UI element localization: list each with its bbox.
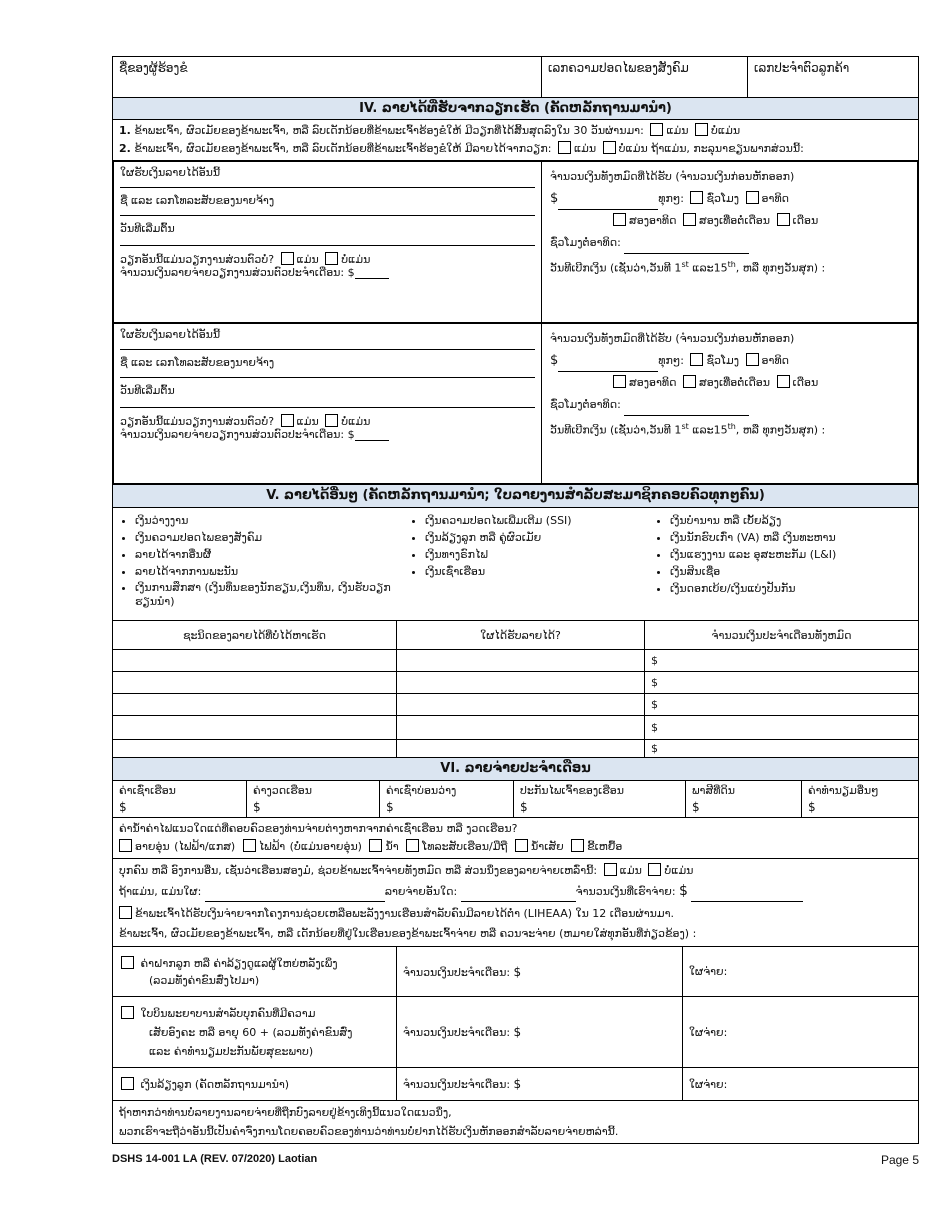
income-list-2 (409, 511, 654, 616)
amount-cell[interactable]: $ (645, 740, 919, 758)
income-type: • ລາຍໄດ້ຈາກອື່ນຜີ້ (135, 547, 409, 562)
support-who-cell[interactable] (683, 1068, 919, 1101)
job-1-two-weeks-label: ສອງອາທິດ (629, 214, 677, 227)
job-2-two-weeks-label: ສອງອາທິດ (629, 376, 677, 389)
job-2-employer-label: ຊື່ ແລະ ເລກໂທລະສັບຂອງນາຍຈ້າງ (120, 356, 275, 369)
job-1-hours-label: ຊົ່ວໂມງຕໍ່ອາທິດ: (550, 236, 621, 249)
rent-label: ຄ່າເຊົ່າເຮືອນ (119, 784, 176, 797)
rent-cell[interactable] (113, 781, 247, 818)
job-2-payday-th: th (727, 422, 736, 431)
job-2-hour-checkbox[interactable] (690, 353, 703, 366)
job-1-twice-month-checkbox[interactable] (683, 213, 696, 226)
job-2-twice-month-label: ສອງເທື່ອຕໍ່ເດືອນ (698, 376, 771, 389)
insurance-label: ປະກັນໄພເຈົ້າຂອງເຮືອນ (520, 784, 625, 797)
job-2-self-cost-label: ຈໍານວນເງິນລາຍຈ່າຍວຽກງານສ່ວນຕົວປະຈໍາເດືອນ: $ (120, 428, 355, 441)
income-type: • ເງິນນັກຮົບເກົ່າ (VA) ຫລື ເງິນທະຫານ (670, 530, 912, 545)
section-4-questions (112, 119, 919, 160)
job-1-self-yes-checkbox[interactable] (281, 252, 294, 265)
income-type: • ເງິນທາງຣົກໄຟ (425, 547, 654, 562)
table-row[interactable] (113, 694, 919, 716)
child-care-sub: (ລວມທັງຄ່າຂົນສົ່ງໄປມາ) (149, 973, 260, 987)
medical-who-label: ໃຜຈ່າຍ: (689, 1025, 728, 1039)
job-2-payday-a: ວັນທີເບີກເງິນ (ເຊັ່ນວ່າ,ວັນທີ 1 (550, 423, 682, 437)
job-2-week-checkbox[interactable] (746, 353, 759, 366)
job-2-gross-input[interactable] (558, 360, 658, 372)
medical-monthly-label: ຈໍານວນເງິນປະຈໍາເດືອນ: (403, 1026, 511, 1039)
utility-question: ຄ່ານໍ້າຄ່າໄຟແນວໃດແດ່ທີ່ຄອບຄົວຂອງທ່ານຈ່າຍຕ່າງຫາກຈາກຄ່າເຊົ່າເຮືອນ ຫລື ງວດເຮືອນ? (119, 822, 518, 835)
job-2-payday-st: st (681, 422, 689, 431)
job-1-right (542, 162, 917, 322)
shared-who-input[interactable] (205, 890, 385, 902)
job-2-hour-label: ຊົ່ວໂມງ (706, 354, 740, 367)
job-1-self-yes-label: ແມ່ນ (296, 253, 319, 266)
medical-amount-cell[interactable] (397, 997, 683, 1068)
page-number: Page 5 (880, 1153, 919, 1167)
care-monthly-label: ຈໍານວນເງິນປະຈໍາເດືອນ: (403, 965, 511, 979)
income-type: • ເງິນບໍານານ ຫລື ເບັ້ຍລ້ຽງ (670, 513, 912, 528)
care-who-label: ໃຜຈ່າຍ: (689, 965, 728, 978)
q1-no-checkbox[interactable] (695, 123, 708, 136)
job-2-who-label: ໃຜຮັບເງິນລາຍໄດ້ອັນນີ້ (120, 328, 221, 341)
income-list-3 (654, 511, 912, 616)
table-row (113, 947, 919, 997)
income-type: • ເງິນຄວາມປອດໄພຂອງສັງຄົມ (135, 530, 409, 545)
job-1-payday-b: ແລະ15 (692, 261, 728, 275)
shared-yes-label: ແມ່ນ (619, 864, 642, 877)
job-block-1 (112, 160, 919, 324)
income-type: • ເງິນວ່າງງານ (135, 513, 409, 528)
question-1 (119, 122, 912, 140)
job-2-gross-label: ຈໍານວນເງິນທັງຫມົດທີ່ໄດ້ຮັບ (ຈໍານວນເງິນກ່ອນຫັກອອກ) (550, 332, 795, 345)
shared-expense-block (112, 859, 919, 946)
job-2-hours-label: ຊົ່ວໂມງຕໍ່ອາທິດ: (550, 398, 621, 411)
job-2-right (542, 324, 917, 483)
q2-yes-checkbox[interactable] (558, 141, 571, 154)
income-list-1 (119, 511, 409, 616)
job-2-self-cost (120, 428, 535, 441)
client-name-field[interactable] (113, 57, 542, 97)
income-type: • ລາຍໄດ້ຈາກການພະນັນ (135, 564, 409, 579)
insurance-dollar: $ (520, 800, 528, 814)
job-2-self-employed-q: ວຽກອັນນີ້ແມ່ນວຽກງານສ່ວນຕົວບໍ່? (120, 415, 275, 428)
space-rent-label: ຄ່າເຊົ່າບ່ອນວ່າງ (386, 784, 457, 797)
form-page (112, 56, 919, 1144)
other-income-types (112, 507, 919, 620)
q2-yes-label: ແມ່ນ (573, 142, 597, 155)
phone-label: ໂທລະສັບເຮືອນ/ມືຖື (422, 840, 508, 853)
heat-checkbox[interactable] (119, 839, 132, 852)
job-1-self-employed-q: ວຽກອັນນີ້ແມ່ນວຽກງານສ່ວນຕົວບໍ່? (120, 253, 275, 266)
other-fees-dollar: $ (808, 800, 816, 814)
job-2-payday-c: , ຫລື ທຸກໆວັນສຸກ) : (735, 423, 826, 437)
shared-who-label: ຖ້າແມ່ນ, ແມ່ນໃຜ: (119, 885, 202, 898)
support-amount-cell[interactable] (397, 1068, 683, 1101)
income-type: • ເງິນເຊົ່າເຮືອນ (425, 564, 654, 579)
medical-desc-cell (113, 997, 397, 1068)
income-type: • ເງິນແຮງງານ ແລະ ອຸສະຫະກັມ (L&I) (670, 547, 912, 562)
property-tax-dollar: $ (692, 800, 700, 814)
care-dollar: $ (513, 964, 522, 979)
page-footer (112, 1153, 919, 1167)
job-1-self-cost-label: ຈໍານວນເງິນລາຍຈ່າຍວຽກງານສ່ວນຕົວປະຈໍາເດືອນ: $ (120, 266, 355, 279)
note-line-1: ຖ້າຫາກວ່າທ່ານບໍ່ລາຍງານລາຍຈ່າຍທີ່ຖືກບົງລາຍຢູ່ຂ້າງເທິງນີ້ແນວໃດແນວນຶ່ງ, (119, 1106, 452, 1119)
job-2-month-label: ເດືອນ (792, 376, 819, 389)
table-row[interactable] (113, 672, 919, 694)
job-2-hours-row (550, 394, 909, 416)
q2-no-checkbox[interactable] (603, 141, 616, 154)
shared-question-row (119, 861, 912, 881)
q2-number: 2. (119, 142, 131, 155)
job-1-self-no-checkbox[interactable] (325, 252, 338, 265)
medical-sub-2: ແລະ ຄ່າທໍານຽມປະກັນພັຍສຸຂະພາບ) (149, 1044, 314, 1058)
job-2-left (114, 324, 542, 483)
job-1-start-label: ວັນທີເລີ່ມຕົ້ນ (120, 222, 175, 235)
space-rent-dollar: $ (386, 800, 394, 814)
job-1-hour-checkbox[interactable] (690, 191, 703, 204)
other-fees-cell[interactable] (802, 781, 919, 818)
shared-question: ບຸກຄົນ ຫລື ອົງການອື່ນ, ເຊັ່ນວ່າເຮືອນສອງມໍ, ຊ່ວຍຂ້າພະເຈົ້າຈ່າຍທັງຫມົດ ຫລື ສ່ວນນຶ່ງຂອງລາຍຈ່າຍເຫລົ່ານີ້: (119, 864, 598, 877)
q1-no-label: ບໍ່ແມ່ນ (711, 124, 741, 137)
job-1-two-weeks-checkbox[interactable] (613, 213, 626, 226)
job-2-twice-month-checkbox[interactable] (683, 375, 696, 388)
job-2-frequency-row (550, 350, 909, 372)
mortgage-label: ຄ່າງວດເຮືອນ (253, 784, 312, 797)
job-1-payday-st: st (681, 260, 689, 269)
medical-label: ໃບບິນພະຍາບານສໍາລັບບຸກຄົນທີ່ມີຄວາມ (140, 1006, 316, 1020)
table-row[interactable] (113, 650, 919, 672)
job-2-who-line[interactable] (120, 349, 535, 350)
support-who-label: ໃຜຈ່າຍ: (689, 1077, 728, 1091)
mortgage-dollar: $ (253, 800, 261, 814)
job-2-self-yes-checkbox[interactable] (281, 414, 294, 427)
shared-amount-label: ຈໍານວນເງິນທີ່ເຮົາຈ່າຍ: (575, 885, 676, 898)
electric-checkbox[interactable] (243, 839, 256, 852)
garbage-label: ຂີ້ເຫຍື້ອ (587, 840, 623, 853)
job-block-2 (112, 324, 919, 485)
property-tax-label: ພາສີທີ່ດິນ (692, 784, 736, 797)
job-1-hours-input[interactable] (624, 242, 749, 254)
section-5-heading: V. ລາຍໄດ້ອື່ນໆ (ຄັດຫລັກຖານມານໍາ; ໃບລາຍງານສໍາລັບສະມາຊິກຄອບຄົວທຸກໆຄົນ) (112, 485, 919, 507)
job-1-hours-row (550, 232, 909, 254)
support-dollar: $ (513, 1077, 522, 1091)
q2-text: ຂ້າພະເຈົ້າ, ຜົວເມັຍຂອງຂ້າພະເຈົ້າ, ຫລື ລົບເດັກນ້ອຍທີ່ຂ້າພະເຈົ້າຮ້ອງຂໍໃຫ້ ມີລາຍໄດ້ຈາກວຽກ: (134, 142, 552, 155)
job-2-self-no-label: ບໍ່ແມ່ນ (341, 415, 371, 428)
phone-checkbox[interactable] (406, 839, 419, 852)
amount-cell[interactable]: $ (645, 650, 919, 672)
col-income-type: ຊະນິດຂອງລາຍໄດ້ທີ່ບໍ່ໄດ້ຫາເຮັດ (113, 621, 397, 650)
job-1-gross-input[interactable] (558, 198, 658, 210)
shared-no-label: ບໍ່ແມ່ນ (664, 864, 694, 877)
child-care-label: ຄ່າຝາກລູກ ຫລື ຄ່າລ້ຽງດູແລຜູ້ໃຫຍ່ຫລັງເພິ່ງ (140, 956, 338, 970)
job-1-self-cost (120, 266, 535, 279)
job-1-month-label: ເດືອນ (792, 214, 819, 227)
table-row (113, 1068, 919, 1101)
shared-amount-input[interactable] (691, 890, 803, 902)
sewer-label: ນໍ້າເສັຍ (531, 840, 564, 853)
job-1-frequency-row (550, 188, 909, 210)
support-desc-cell (113, 1068, 397, 1101)
section-4-heading: IV. ລາຍໄດ້ທີ່ຮັບຈາກວຽກເຮັດ (ຄັດຫລັກຖານມານໍາ) (112, 97, 919, 119)
sewer-checkbox[interactable] (515, 839, 528, 852)
other-fees-label: ຄ່າທໍານຽມອື່ນໆ (808, 784, 879, 797)
amount-cell[interactable]: $ (645, 694, 919, 716)
table-header-row (113, 621, 919, 650)
job-2-self-employed (120, 414, 535, 428)
ssn-label: ເລກຄວາມປອດໄພຂອງສັງຄົມ (548, 61, 689, 75)
electric-label: ໄຟຟ້າ (ບໍ່ແມ່ນອາຍອຸ່ນ) (258, 840, 362, 853)
garbage-checkbox[interactable] (571, 839, 584, 852)
job-2-month-checkbox[interactable] (777, 375, 790, 388)
client-name-label: ຊື່ຂອງຜູ້ຮ້ອງຂໍ (119, 61, 188, 75)
job-1-payday-row (550, 254, 909, 280)
job-1-self-cost-input[interactable] (355, 267, 389, 279)
col-monthly-amount: ຈໍານວນເງິນປະຈໍາເດືອນທັງຫມົດ (645, 621, 919, 650)
q1-number: 1. (119, 124, 131, 137)
job-2-payday-row (550, 416, 909, 442)
shared-no-checkbox[interactable] (648, 863, 661, 876)
job-2-hours-input[interactable] (624, 404, 749, 416)
job-1-payday-a: ວັນທີເບີກເງິນ (ເຊັ່ນວ່າ,ວັນທີ 1 (550, 261, 682, 275)
space-rent-cell[interactable] (380, 781, 514, 818)
client-id-label: ເລກປະຈໍາຕົວລູກຄ້າ (754, 61, 850, 75)
ssn-field[interactable] (542, 57, 748, 97)
job-1-payday-c: , ຫລື ທຸກໆວັນສຸກ) : (735, 261, 826, 275)
table-row[interactable] (113, 716, 919, 740)
income-type: • ເງິນລ້ຽງລູກ ຫລື ຄູ່ຜົວເມັຍ (425, 530, 654, 545)
job-1-who-line[interactable] (120, 187, 535, 188)
child-support-label: ເງິນລ້ຽງລູກ (ຄັດຫລັກຖານມານໍາ) (140, 1078, 290, 1091)
job-1-self-no-label: ບໍ່ແມ່ນ (341, 253, 371, 266)
care-expenses-table (112, 946, 919, 1101)
client-info-row (112, 56, 919, 97)
medical-checkbox[interactable] (121, 1006, 134, 1019)
job-2-start-line[interactable] (120, 407, 535, 408)
job-1-hour-label: ຊົ່ວໂມງ (706, 192, 740, 205)
support-monthly-label: ຈໍານວນເງິນປະຈໍາເດືອນ: (403, 1078, 511, 1091)
job-2-self-cost-input[interactable] (355, 429, 389, 441)
job-2-self-no-checkbox[interactable] (325, 414, 338, 427)
job-1-who-label: ໃຜຮັບເງິນລາຍໄດ້ອັນນີ້ (120, 166, 221, 179)
utilities-block (112, 818, 919, 859)
shared-amount-dollar: $ (679, 883, 688, 899)
note-line-2: ພວກເຮົາຈະຖືວ່າອັນນີ້ເປັນຄໍາຈົ່ງການໂດຍຄອບຄົວຂອງທ່ານວ່າທ່ານບໍ່ຢາກໄດ້ຮັບເງິນຫັກອອກສໍາລັບລາຍຈ່າຍຫລ່ານີ້. (119, 1125, 619, 1138)
job-2-two-weeks-checkbox[interactable] (613, 375, 626, 388)
job-2-every-label: ທຸກໆ: (658, 354, 684, 367)
client-id-field[interactable] (748, 57, 918, 97)
job-1-frequency-row-2 (550, 210, 909, 232)
job-1-twice-month-label: ສອງເທື່ອຕໍ່ເດືອນ (698, 214, 771, 227)
amount-cell[interactable]: $ (645, 716, 919, 740)
form-code: DSHS 14-001 LA (REV. 07/2020) Laotian (112, 1153, 318, 1165)
medical-sub-1: ເສັຍອົງຄະ ຫລື ອາຍຸ 60 + (ລວມທັງຄ່າຂົນສົ່ງ (149, 1025, 353, 1039)
job-2-dollar: $ (550, 353, 559, 368)
question-2 (119, 140, 912, 158)
job-2-frequency-row-2 (550, 372, 909, 394)
q2-tail: ຖ້າແມ່ນ, ກະລຸນາຂຽນພາກສ່ວນນີ້: (651, 142, 804, 155)
job-1-every-label: ທຸກໆ: (658, 192, 684, 205)
job-1-gross-label: ຈໍານວນເງິນທັງຫມົດທີ່ໄດ້ຮັບ (ຈໍານວນເງິນກ່ອນຫັກອອກ) (550, 170, 795, 183)
q2-no-label: ບໍ່ແມ່ນ (618, 142, 648, 155)
income-type: • ເງິນການສຶກສາ (ເງິນທຶນຂອງນັກຮຽນ,ເງິນທຶນ, ເງິນຮັບວຽກຮຽນນໍາ) (135, 581, 409, 609)
rent-dollar: $ (119, 800, 127, 814)
care-amount-cell[interactable] (397, 947, 683, 997)
job-1-week-label: ອາທິດ (761, 192, 790, 205)
pay-for-question: ຂ້າພະເຈົ້າ, ຜົວເມັຍຂອງຂ້າພະເຈົ້າ, ຫລື ເດັກນ້ອຍທີ່ຢູ່ໃນເຮືອນຂອງຂ້າພະເຈົ້າຈ່າຍ ຫລື ຄວນຈະຈ່າຍ (ຫມາຍໃສ່ທຸກອັນທີ່ກ່ຽວຂ້ອງ) : (119, 927, 697, 940)
expenses-table (112, 780, 919, 818)
job-2-start-label: ວັນທີເລີ່ມຕົ້ນ (120, 384, 175, 397)
other-income-table (112, 620, 919, 758)
mortgage-cell[interactable] (247, 781, 380, 818)
care-desc-cell (113, 947, 397, 997)
job-1-week-checkbox[interactable] (746, 191, 759, 204)
job-1-month-checkbox[interactable] (777, 213, 790, 226)
shared-what-input[interactable] (461, 890, 576, 902)
income-type: • ເງິນຄວາມປອດໄພເພີ່ມເຕີມ (SSI) (425, 513, 654, 528)
water-label: ນໍ້າ (385, 840, 399, 853)
job-1-dollar: $ (550, 191, 559, 206)
heat-label: ອາຍອຸ່ນ (ໄຟຟ້າ/ແກສ) (135, 840, 236, 853)
section-6-heading: VI. ລາຍຈ່າຍປະຈໍາເດືອນ (112, 758, 919, 780)
medical-dollar: $ (513, 1025, 522, 1039)
insurance-cell[interactable] (514, 781, 686, 818)
income-type: • ເງິນສິນເຊື່ອ (670, 564, 912, 579)
job-2-self-yes-label: ແມ່ນ (296, 415, 319, 428)
q1-text: ຂ້າພະເຈົ້າ, ຜົວເມັຍຂອງຂ້າພະເຈົ້າ, ຫລື ລົບເດັກນ້ອຍທີ່ຂ້າພະເຈົ້າຮ້ອງຂໍໃຫ້ ມີວຽກທີ່ໄດ້ສິ້ນສຸດລົງໃນ 30 ວັນຜ່ານມາ: (134, 124, 644, 137)
medical-who-cell[interactable] (683, 997, 919, 1068)
liheaa-label: ຂ້າພະເຈົ້າໄດ້ຮັບເງິນຈ່າຍຈາກໂຄງການຊ່ວຍເຫລືອພະລັງງານເຮືອນສໍາລັບຄົນມີລາຍໄດ້ຕໍ່າ (LIHEAA) ໃນ 12 ເດືອນຜ່ານມາ. (135, 907, 675, 920)
shared-detail-row (119, 881, 912, 902)
water-checkbox[interactable] (369, 839, 382, 852)
job-1-self-employed (120, 252, 535, 266)
col-who-receives: ໃຜໄດ້ຮັບລາຍໄດ້? (397, 621, 645, 650)
shared-yes-checkbox[interactable] (604, 863, 617, 876)
job-1-employer-line[interactable] (120, 215, 535, 216)
child-care-checkbox[interactable] (121, 956, 134, 969)
expense-note (112, 1101, 919, 1144)
amount-cell[interactable]: $ (645, 672, 919, 694)
job-1-payday-th: th (727, 260, 736, 269)
liheaa-checkbox[interactable] (119, 906, 132, 919)
job-1-employer-label: ຊື່ ແລະ ເລກໂທລະສັບຂອງນາຍຈ້າງ (120, 194, 275, 207)
job-2-employer-line[interactable] (120, 377, 535, 378)
q1-yes-checkbox[interactable] (650, 123, 663, 136)
expenses-row (113, 781, 919, 818)
liheaa-row (119, 904, 912, 924)
q1-yes-label: ແມ່ນ (666, 124, 689, 137)
job-1-start-line[interactable] (120, 245, 535, 246)
job-2-payday-b: ແລະ15 (692, 423, 728, 437)
child-support-checkbox[interactable] (121, 1077, 134, 1090)
job-2-week-label: ອາທິດ (761, 354, 790, 367)
table-row[interactable] (113, 740, 919, 758)
job-1-left (114, 162, 542, 322)
shared-what-label: ລາຍຈ່າຍອັນໃດ: (384, 885, 458, 898)
property-tax-cell[interactable] (686, 781, 802, 818)
table-row (113, 997, 919, 1068)
utilities-checkboxes (119, 838, 912, 856)
care-who-cell[interactable] (683, 947, 919, 997)
income-type: • ເງິນດອກເບ້ຍ/ເງິນແບ່ງປັນກັນ (670, 581, 912, 596)
